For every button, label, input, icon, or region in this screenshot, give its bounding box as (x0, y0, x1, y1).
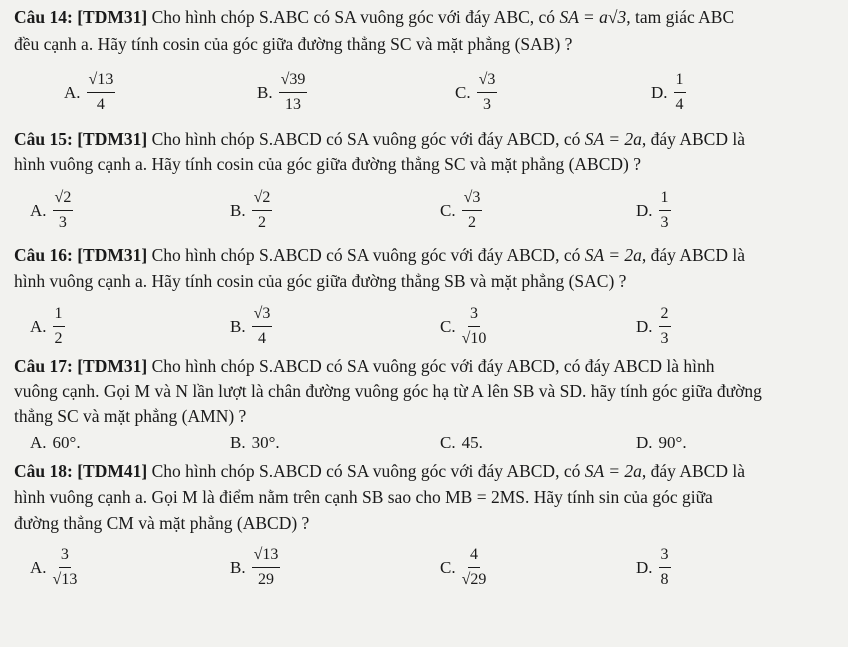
denominator: 4 (257, 330, 266, 347)
q15-head: Câu 15: [TDM31] (14, 129, 148, 149)
fraction (674, 70, 686, 115)
fraction (279, 70, 308, 115)
denominator: 8 (660, 571, 669, 588)
numerator: √13 (87, 70, 116, 93)
option-label: B. (230, 557, 246, 577)
q16-text1b: , đáy ABCD là (641, 245, 745, 265)
fraction (659, 188, 671, 233)
fraction (87, 70, 116, 115)
q16-line1 (14, 244, 745, 266)
q18-line3: đường thẳng CM và mặt phẳng (ABCD) ? (14, 513, 310, 533)
option-label: B. (230, 433, 246, 452)
q15-text1: Cho hình chóp S.ABCD có SA vuông góc với đáy ABCD, có (147, 129, 585, 149)
q18-option-b (230, 545, 280, 590)
q15-option-c (440, 188, 482, 233)
q18-option-d (636, 545, 671, 590)
option-label: A. (30, 200, 47, 220)
numerator: 1 (674, 70, 686, 93)
fraction (462, 188, 483, 233)
q18-line1 (14, 460, 745, 482)
option-value: 30°. (251, 433, 280, 452)
numerator: √13 (252, 545, 281, 568)
q16-option-c (440, 304, 486, 349)
numerator: √39 (279, 70, 308, 93)
option-label: B. (230, 200, 246, 220)
option-label: A. (30, 557, 47, 577)
q18-text1b: , đáy ABCD là (641, 461, 745, 481)
q16-text1: Cho hình chóp S.ABCD có SA vuông góc với đáy ABCD, có (147, 245, 585, 265)
q16-option-b (230, 304, 272, 349)
option-label: A. (64, 82, 81, 102)
numerator: √3 (462, 188, 483, 211)
denominator: 3 (660, 214, 669, 231)
option-label: C. (440, 316, 456, 336)
denominator: 4 (675, 96, 684, 113)
q16-cond: SA = 2a (584, 245, 642, 265)
option-label: D. (651, 82, 668, 102)
numerator: 3 (659, 545, 671, 568)
numerator: √2 (252, 188, 273, 211)
denominator: √10 (461, 330, 487, 347)
denominator: 2 (54, 330, 63, 347)
option-value: 90°. (658, 433, 687, 452)
q18-option-a (30, 545, 77, 590)
numerator: 1 (53, 304, 65, 327)
q17-option-d (636, 433, 687, 453)
fraction (252, 304, 273, 349)
denominator: 13 (284, 96, 301, 113)
numerator: 4 (468, 545, 480, 568)
q14-cond: SA = a√3 (559, 7, 627, 27)
q14-text1b: , tam giác ABC (626, 7, 735, 27)
q17-line3: thẳng SC và mặt phẳng (AMN) ? (14, 406, 247, 426)
q14-head: Câu 14: [TDM31] (14, 7, 148, 27)
q14-line2: đều cạnh a. Hãy tính cosin của góc giữa đường thẳng SC và mặt phẳng (SAB) ? (14, 34, 573, 54)
option-label: C. (440, 433, 456, 452)
q16-option-d (636, 304, 671, 349)
q16-head: Câu 16: [TDM31] (14, 245, 148, 265)
q17-option-c (440, 433, 483, 453)
option-label: D. (636, 433, 653, 452)
option-label: A. (30, 433, 47, 452)
denominator: 3 (58, 214, 67, 231)
q15-option-b (230, 188, 272, 233)
denominator: √13 (52, 571, 78, 588)
numerator: √3 (252, 304, 273, 327)
option-label: B. (257, 82, 273, 102)
numerator: 2 (659, 304, 671, 327)
q17-line2: vuông cạnh. Gọi M và N lần lượt là chân đường vuông góc hạ từ A lên SB và SD. hãy tính góc giữa đường (14, 381, 762, 401)
fraction (659, 545, 671, 590)
q17-text1: Cho hình chóp S.ABCD có SA vuông góc với đáy ABCD, có đáy ABCD là hình (147, 356, 715, 376)
denominator: 3 (482, 96, 491, 113)
denominator: √29 (461, 571, 487, 588)
numerator: √2 (53, 188, 74, 211)
option-label: C. (440, 200, 456, 220)
denominator: 2 (467, 214, 476, 231)
denominator: 2 (257, 214, 266, 231)
fraction (252, 545, 281, 590)
numerator: 1 (659, 188, 671, 211)
q16-line2: hình vuông cạnh a. Hãy tính cosin của góc giữa đường thẳng SB và mặt phẳng (SAC) ? (14, 271, 627, 291)
q14-option-d (651, 70, 686, 115)
q17-option-a (30, 433, 81, 453)
q15-option-a (30, 188, 73, 233)
option-label: C. (455, 82, 471, 102)
option-label: D. (636, 557, 653, 577)
fraction (53, 188, 74, 233)
option-label: B. (230, 316, 246, 336)
q17-head: Câu 17: [TDM31] (14, 356, 148, 376)
q15-line2: hình vuông cạnh a. Hãy tính cosin của góc giữa đường thẳng SC và mặt phẳng (ABCD) ? (14, 154, 641, 174)
q18-cond: SA = 2a (584, 461, 642, 481)
option-value: 45. (461, 433, 483, 452)
fraction (462, 304, 487, 349)
q18-head: Câu 18: [TDM41] (14, 461, 148, 481)
denominator: 4 (96, 96, 105, 113)
q15-line1 (14, 128, 745, 150)
option-label: D. (636, 200, 653, 220)
q18-line2: hình vuông cạnh a. Gọi M là điểm nằm trên cạnh SB sao cho MB = 2MS. Hãy tính sin của góc giữa (14, 487, 713, 507)
option-label: D. (636, 316, 653, 336)
q18-text1: Cho hình chóp S.ABCD có SA vuông góc với đáy ABCD, có (147, 461, 585, 481)
fraction (53, 545, 78, 590)
fraction (659, 304, 671, 349)
denominator: 29 (257, 571, 274, 588)
option-label: C. (440, 557, 456, 577)
q15-option-d (636, 188, 671, 233)
option-label: A. (30, 316, 47, 336)
fraction (477, 70, 498, 115)
numerator: √3 (477, 70, 498, 93)
q18-option-c (440, 545, 486, 590)
fraction (462, 545, 487, 590)
denominator: 3 (660, 330, 669, 347)
q14-option-c (455, 70, 497, 115)
q14-option-b (257, 70, 307, 115)
q14-line1 (14, 6, 734, 28)
option-value: 60°. (52, 433, 81, 452)
q15-text1b: , đáy ABCD là (641, 129, 745, 149)
numerator: 3 (59, 545, 71, 568)
q14-option-a (64, 70, 115, 115)
numerator: 3 (468, 304, 480, 327)
q16-option-a (30, 304, 65, 349)
q14-text1: Cho hình chóp S.ABC có SA vuông góc với đáy ABC, có (147, 7, 560, 27)
q15-cond: SA = 2a (584, 129, 642, 149)
q17-line1 (14, 355, 715, 377)
q17-option-b (230, 433, 280, 453)
fraction (252, 188, 273, 233)
fraction (53, 304, 65, 349)
